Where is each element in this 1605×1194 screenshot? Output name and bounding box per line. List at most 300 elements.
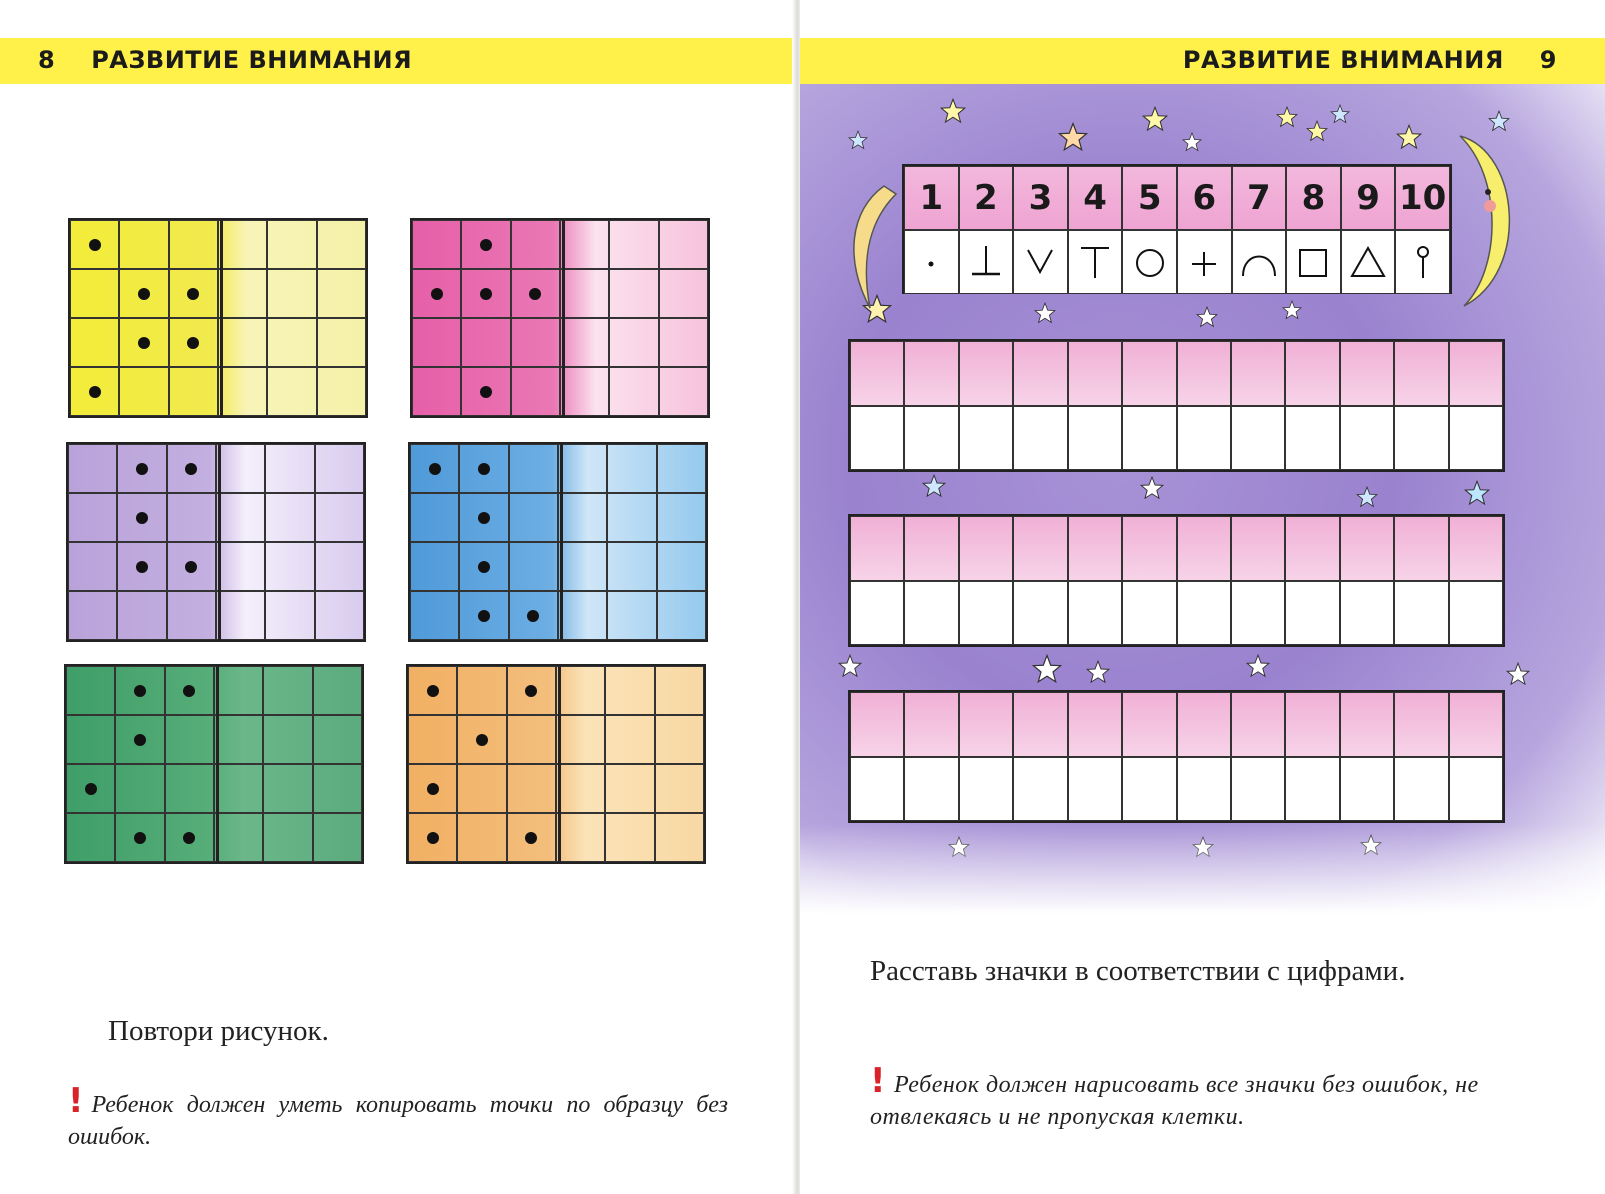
triangle-icon — [1348, 242, 1388, 282]
grid-cell — [70, 318, 119, 367]
comet-icon — [840, 180, 902, 316]
answer-number-cell — [1122, 516, 1176, 581]
grid-cell-dot — [408, 813, 457, 862]
star-icon — [1182, 132, 1202, 152]
grid-cell — [214, 666, 263, 715]
answer-number-cell — [959, 341, 1013, 406]
plus-icon — [1184, 242, 1224, 282]
key-symbol-cell — [1122, 230, 1177, 294]
grid-cell-dot — [66, 764, 115, 813]
answer-symbol-cell — [1394, 757, 1448, 822]
right-note-mark: ! — [870, 1061, 887, 1101]
answer-number-cell — [1340, 692, 1394, 757]
left-page — [0, 0, 795, 1194]
star-icon — [1306, 120, 1328, 142]
grid-cell-dot — [457, 715, 506, 764]
answer-grid-1 — [848, 339, 1505, 472]
grid-cell — [558, 591, 607, 640]
answer-symbol-cell — [1013, 406, 1067, 471]
grid-cell-dot — [167, 542, 216, 591]
grid-cell — [70, 269, 119, 318]
star-icon — [1192, 836, 1214, 858]
grid-cell — [655, 764, 704, 813]
grid-cell — [216, 493, 265, 542]
grid-cell — [609, 367, 658, 416]
answer-symbol-cell — [959, 757, 1013, 822]
grid-cell — [607, 591, 656, 640]
grid-cell-dot — [169, 269, 218, 318]
grid-divider — [558, 664, 561, 864]
answer-number-cell — [1122, 692, 1176, 757]
grid-cell — [214, 715, 263, 764]
grid-cell — [165, 715, 214, 764]
grid-cell — [410, 591, 459, 640]
answer-number-cell — [850, 516, 904, 581]
answer-symbol-cell — [1340, 757, 1394, 822]
key-number-2: 2 — [959, 166, 1014, 230]
grid-cell — [66, 666, 115, 715]
star-icon — [1464, 480, 1490, 506]
answer-symbol-cell — [959, 406, 1013, 471]
key-symbol-cell — [1232, 230, 1287, 294]
grid-divider — [560, 442, 563, 642]
star-icon — [1086, 660, 1110, 684]
grid-cell — [265, 493, 314, 542]
grid-cell — [313, 764, 362, 813]
grid-cell — [66, 715, 115, 764]
dot-grid-violet — [66, 442, 366, 642]
dot-grid-pink — [410, 218, 710, 418]
grid-cell — [169, 220, 218, 269]
answer-number-cell — [1449, 692, 1503, 757]
grid-cell-dot — [115, 715, 164, 764]
answer-number-cell — [1177, 516, 1231, 581]
grid-cell — [68, 493, 117, 542]
grid-cell — [558, 493, 607, 542]
grid-cell — [218, 318, 267, 367]
answer-symbol-cell — [1449, 581, 1503, 646]
key-symbol-cell — [1013, 230, 1068, 294]
key-number-9: 9 — [1341, 166, 1396, 230]
grid-cell — [412, 367, 461, 416]
right-section-title: РАЗВИТИЕ ВНИМАНИЯ — [1182, 46, 1504, 74]
key-number-3: 3 — [1013, 166, 1068, 230]
grid-cell — [655, 813, 704, 862]
inverted-t-icon — [966, 242, 1006, 282]
answer-number-cell — [1068, 692, 1122, 757]
answer-symbol-cell — [1231, 406, 1285, 471]
grid-cell — [313, 813, 362, 862]
grid-cell — [605, 813, 654, 862]
dot-grid-green — [64, 664, 364, 864]
star-icon — [848, 130, 868, 150]
answer-number-cell — [1285, 516, 1339, 581]
grid-cell-dot — [412, 269, 461, 318]
grid-cell — [457, 764, 506, 813]
grid-cell-dot — [165, 813, 214, 862]
answer-symbol-cell — [1231, 757, 1285, 822]
answer-number-cell — [850, 341, 904, 406]
grid-cell — [313, 715, 362, 764]
grid-cell-dot — [70, 220, 119, 269]
star-icon — [1396, 124, 1422, 150]
grid-cell-dot — [459, 493, 508, 542]
grid-cell-dot — [169, 318, 218, 367]
grid-cell — [410, 493, 459, 542]
star-icon — [1282, 300, 1302, 320]
grid-cell-dot — [509, 591, 558, 640]
answer-number-cell — [1340, 516, 1394, 581]
grid-cell-dot — [461, 220, 510, 269]
arch-icon — [1239, 242, 1279, 282]
answer-symbol-cell — [1394, 406, 1448, 471]
answer-symbol-cell — [850, 406, 904, 471]
grid-cell — [605, 666, 654, 715]
grid-cell — [218, 220, 267, 269]
grid-cell — [605, 715, 654, 764]
grid-cell — [605, 764, 654, 813]
grid-cell — [117, 591, 166, 640]
answer-number-cell — [904, 516, 958, 581]
dot-icon — [911, 242, 951, 282]
grid-cell — [511, 220, 560, 269]
answer-number-cell — [959, 516, 1013, 581]
t-icon — [1075, 242, 1115, 282]
grid-divider — [216, 664, 219, 864]
grid-cell — [560, 367, 609, 416]
left-instruction: Повтори рисунок. — [108, 1015, 329, 1047]
key-symbol-cell — [1341, 230, 1396, 294]
star-icon — [838, 654, 862, 678]
grid-cell-dot — [511, 269, 560, 318]
answer-symbol-cell — [1177, 757, 1231, 822]
grid-cell — [659, 367, 708, 416]
right-page-number: 9 — [1539, 46, 1557, 74]
grid-cell — [66, 813, 115, 862]
grid-cell — [461, 318, 510, 367]
answer-number-cell — [959, 692, 1013, 757]
left-header — [38, 46, 412, 74]
answer-number-cell — [1231, 692, 1285, 757]
star-icon — [1488, 110, 1510, 132]
grid-cell — [169, 367, 218, 416]
key-number-4: 4 — [1068, 166, 1123, 230]
night-sky-panel — [800, 84, 1605, 914]
grid-cell — [214, 764, 263, 813]
answer-number-cell — [1177, 341, 1231, 406]
answer-number-cell — [1449, 341, 1503, 406]
star-icon — [1140, 476, 1164, 500]
key-symbol-cell — [1286, 230, 1341, 294]
key-number-1: 1 — [904, 166, 959, 230]
answer-symbol-cell — [1068, 406, 1122, 471]
answer-number-cell — [850, 692, 904, 757]
grid-cell — [507, 715, 556, 764]
grid-cell — [560, 220, 609, 269]
answer-symbol-cell — [1285, 757, 1339, 822]
answer-symbol-cell — [1122, 581, 1176, 646]
grid-cell — [558, 542, 607, 591]
grid-divider — [562, 218, 565, 418]
dot-grid-yellow — [68, 218, 368, 418]
answer-number-cell — [1013, 516, 1067, 581]
grid-cell — [511, 318, 560, 367]
grid-cell — [609, 220, 658, 269]
grid-cell — [556, 715, 605, 764]
grid-cell — [556, 813, 605, 862]
grid-cell — [267, 269, 316, 318]
grid-cell — [165, 764, 214, 813]
answer-symbol-cell — [904, 757, 958, 822]
answer-symbol-cell — [1394, 581, 1448, 646]
answer-symbol-cell — [1231, 581, 1285, 646]
answer-number-cell — [1231, 516, 1285, 581]
answer-grid-3 — [848, 690, 1505, 823]
grid-cell — [218, 367, 267, 416]
grid-cell — [265, 591, 314, 640]
moon-icon — [1450, 132, 1528, 310]
key-number-5: 5 — [1122, 166, 1177, 230]
grid-cell — [115, 764, 164, 813]
key-number-6: 6 — [1177, 166, 1232, 230]
answer-number-cell — [1394, 692, 1448, 757]
left-note-mark: ! — [68, 1081, 84, 1121]
grid-cell — [408, 715, 457, 764]
key-number-8: 8 — [1286, 166, 1341, 230]
grid-cell — [607, 493, 656, 542]
answer-symbol-cell — [1340, 406, 1394, 471]
grid-cell-dot — [461, 269, 510, 318]
grid-cell — [659, 220, 708, 269]
answer-number-cell — [1013, 341, 1067, 406]
grid-cell-dot — [408, 666, 457, 715]
answer-number-cell — [904, 341, 958, 406]
answer-symbol-cell — [850, 581, 904, 646]
grid-cell-dot — [70, 367, 119, 416]
grid-cell — [68, 591, 117, 640]
grid-cell — [556, 764, 605, 813]
key-symbol-cell — [1068, 230, 1123, 294]
right-header-band — [800, 38, 1605, 84]
grid-cell — [657, 493, 706, 542]
grid-cell — [457, 813, 506, 862]
key-number-10: 10 — [1395, 166, 1450, 230]
answer-symbol-cell — [1285, 406, 1339, 471]
grid-cell — [315, 591, 364, 640]
symbol-key-table — [902, 164, 1452, 294]
answer-symbol-cell — [1177, 581, 1231, 646]
answer-symbol-cell — [1177, 406, 1231, 471]
grid-cell-dot — [507, 666, 556, 715]
star-icon — [1032, 654, 1062, 684]
grid-cell-dot — [459, 444, 508, 493]
grid-cell — [607, 542, 656, 591]
star-icon — [1276, 106, 1298, 128]
answer-symbol-cell — [1013, 581, 1067, 646]
answer-number-cell — [1394, 341, 1448, 406]
grid-cell — [216, 591, 265, 640]
grid-cell — [119, 220, 168, 269]
answer-symbol-cell — [850, 757, 904, 822]
grid-cell — [267, 367, 316, 416]
grid-cell — [509, 542, 558, 591]
star-icon — [1506, 662, 1530, 686]
grid-cell — [119, 367, 168, 416]
grid-cell — [317, 367, 366, 416]
grid-cell — [558, 444, 607, 493]
answer-number-cell — [1285, 341, 1339, 406]
grid-cell — [216, 542, 265, 591]
star-icon — [922, 474, 946, 498]
grid-cell — [315, 444, 364, 493]
grid-cell — [315, 542, 364, 591]
grid-cell — [263, 813, 312, 862]
grid-cell — [412, 220, 461, 269]
left-note-text: Ребенок должен уметь копировать точки по образцу без ошибок. — [68, 1092, 728, 1150]
answer-number-cell — [1231, 341, 1285, 406]
answer-symbol-cell — [1122, 406, 1176, 471]
grid-cell — [655, 666, 704, 715]
grid-cell-dot — [117, 542, 166, 591]
answer-symbol-cell — [1013, 757, 1067, 822]
grid-divider — [220, 218, 223, 418]
star-icon — [1246, 654, 1270, 678]
grid-cell — [263, 764, 312, 813]
answer-number-cell — [1177, 692, 1231, 757]
answer-symbol-cell — [1068, 581, 1122, 646]
grid-cell — [68, 444, 117, 493]
star-icon — [940, 98, 966, 124]
star-icon — [1356, 486, 1378, 508]
grid-cell — [457, 666, 506, 715]
grid-cell — [511, 367, 560, 416]
answer-number-cell — [1449, 516, 1503, 581]
answer-symbol-cell — [904, 406, 958, 471]
grid-cell — [609, 318, 658, 367]
grid-cell — [560, 318, 609, 367]
grid-cell — [655, 715, 704, 764]
grid-cell — [657, 542, 706, 591]
answer-symbol-cell — [1068, 757, 1122, 822]
answer-number-cell — [1068, 341, 1122, 406]
answer-symbol-cell — [904, 581, 958, 646]
grid-cell — [267, 318, 316, 367]
grid-cell — [263, 666, 312, 715]
star-icon — [1196, 306, 1218, 328]
star-icon — [1330, 104, 1350, 124]
answer-number-cell — [1285, 692, 1339, 757]
grid-divider — [218, 442, 221, 642]
grid-cell — [509, 444, 558, 493]
left-note — [68, 1081, 728, 1153]
grid-cell — [265, 542, 314, 591]
grid-cell — [657, 444, 706, 493]
star-icon — [1058, 122, 1088, 152]
key-symbol-cell — [1177, 230, 1232, 294]
answer-number-cell — [1394, 516, 1448, 581]
grid-cell-dot — [410, 444, 459, 493]
left-header-band — [0, 38, 795, 84]
answer-grid-2 — [848, 514, 1505, 647]
grid-cell-dot — [119, 318, 168, 367]
pin-icon — [1403, 242, 1443, 282]
grid-cell — [412, 318, 461, 367]
answer-number-cell — [904, 692, 958, 757]
grid-cell-dot — [167, 444, 216, 493]
key-symbol-cell — [1395, 230, 1450, 294]
star-icon — [1360, 834, 1382, 856]
grid-cell — [659, 269, 708, 318]
answer-symbol-cell — [1285, 581, 1339, 646]
answer-number-cell — [1013, 692, 1067, 757]
grid-cell — [659, 318, 708, 367]
grid-cell-dot — [459, 542, 508, 591]
right-header — [1183, 46, 1557, 74]
answer-symbol-cell — [1122, 757, 1176, 822]
answer-number-cell — [1340, 341, 1394, 406]
grid-cell — [263, 715, 312, 764]
grid-cell-dot — [408, 764, 457, 813]
grid-cell — [167, 493, 216, 542]
grid-cell — [507, 764, 556, 813]
grid-cell-dot — [119, 269, 168, 318]
grid-cell-dot — [459, 591, 508, 640]
square-icon — [1293, 242, 1333, 282]
grid-cell — [607, 444, 656, 493]
grid-cell — [313, 666, 362, 715]
star-icon — [1142, 106, 1168, 132]
circle-icon — [1130, 242, 1170, 282]
answer-symbol-cell — [1449, 406, 1503, 471]
left-section-title: РАЗВИТИЕ ВНИМАНИЯ — [91, 46, 413, 74]
grid-cell — [317, 318, 366, 367]
grid-cell — [410, 542, 459, 591]
right-note — [870, 1061, 1500, 1133]
star-icon — [948, 836, 970, 858]
right-note-text: Ребенок должен нарисовать все значки без ошибок, не отвлекаясь и не пропуская клетки. — [870, 1072, 1479, 1130]
grid-cell — [509, 493, 558, 542]
grid-cell — [556, 666, 605, 715]
grid-cell — [167, 591, 216, 640]
star-icon — [1034, 302, 1056, 324]
dot-grid-orange — [406, 664, 706, 864]
grid-cell-dot — [117, 444, 166, 493]
answer-number-cell — [1122, 341, 1176, 406]
answer-symbol-cell — [959, 581, 1013, 646]
key-symbol-cell — [904, 230, 959, 294]
grid-cell-dot — [115, 813, 164, 862]
grid-cell — [218, 269, 267, 318]
grid-cell — [315, 493, 364, 542]
grid-cell — [609, 269, 658, 318]
grid-cell-dot — [115, 666, 164, 715]
grid-cell — [560, 269, 609, 318]
key-symbol-cell — [959, 230, 1014, 294]
grid-cell-dot — [165, 666, 214, 715]
grid-cell-dot — [507, 813, 556, 862]
answer-symbol-cell — [1340, 581, 1394, 646]
grid-cell — [68, 542, 117, 591]
right-page — [800, 0, 1605, 1194]
grid-cell — [317, 220, 366, 269]
grid-cell — [214, 813, 263, 862]
grid-cell — [317, 269, 366, 318]
grid-cell-dot — [461, 367, 510, 416]
grid-cell — [265, 444, 314, 493]
grid-cell — [216, 444, 265, 493]
v-icon — [1020, 242, 1060, 282]
grid-cell — [267, 220, 316, 269]
